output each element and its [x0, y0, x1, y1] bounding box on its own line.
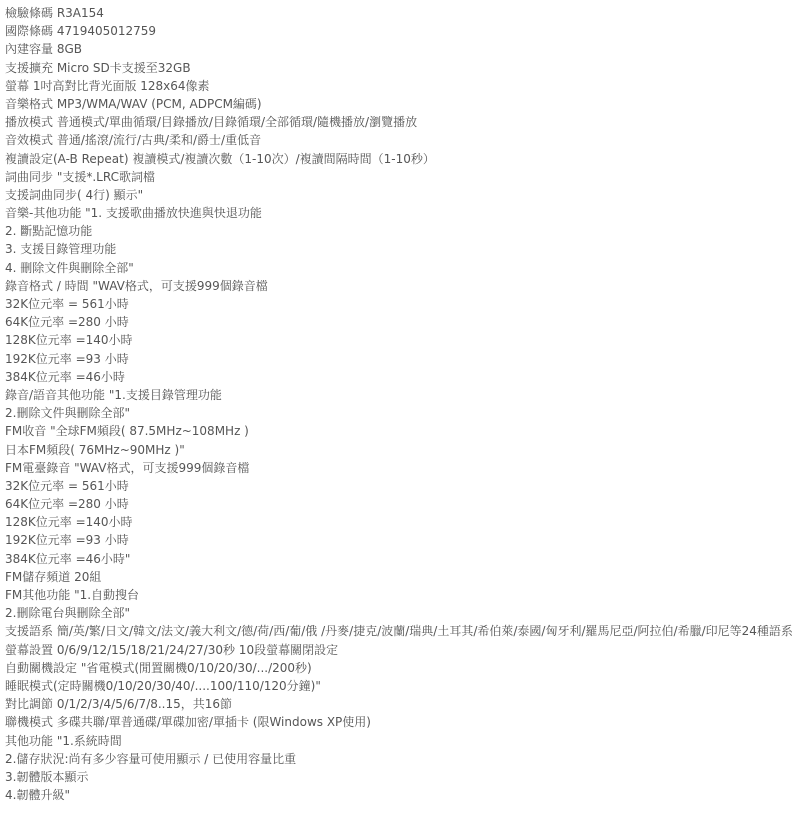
spec-line: 錄音/語音其他功能 "1.支援目錄管理功能	[5, 387, 222, 402]
spec-line: 錄音格式 / 時間 "WAV格式，可支援999個錄音檔	[5, 278, 268, 293]
spec-line: 自動關機設定 "省電模式(閒置關機0/10/20/30/.../200秒)	[5, 660, 312, 675]
spec-line: 192K位元率 =93 小時	[5, 351, 129, 366]
spec-line: 64K位元率 =280 小時	[5, 497, 129, 512]
spec-line: 3.韌體版本顯示	[5, 769, 89, 784]
spec-line: 64K位元率 =280 小時	[5, 315, 129, 330]
spec-line: 檢驗條碼 R3A154	[5, 6, 104, 20]
spec-line: 複讀設定(A-B Repeat) 複讀模式/複讀次數（1-10次）/複讀間隔時間（1-10秒）	[5, 151, 435, 166]
spec-line: 2.刪除文件與刪除全部"	[5, 406, 130, 421]
spec-line: 音樂-其他功能 "1. 支援歌曲播放快進與快退功能	[5, 206, 262, 221]
spec-line: 2. 斷點記憶功能	[5, 224, 93, 239]
spec-line: 32K位元率 = 561小時	[5, 297, 129, 311]
spec-line: 2.刪除電台與刪除全部"	[5, 606, 130, 621]
spec-line: 播放模式 普通模式/單曲循環/目錄播放/目錄循環/全部循環/隨機播放/瀏覽播放	[5, 115, 418, 130]
spec-line: 螢幕 1吋高對比背光面版 128x64像素	[5, 78, 210, 93]
spec-line: FM其他功能 "1.自動搜台	[5, 588, 140, 602]
spec-line: FM電臺錄音 "WAV格式，可支援999個錄音檔	[5, 460, 250, 475]
spec-line: 其他功能 "1.系統時間	[5, 733, 122, 748]
spec-line: 聯機模式 多碟共聯/單普通碟/單碟加密/單插卡 (限Windows XP使用)	[5, 715, 371, 730]
spec-line: 2.儲存狀況:尚有多少容量可使用顯示 / 已使用容量比重	[5, 751, 297, 766]
spec-line: 4. 刪除文件與刪除全部"	[5, 260, 134, 275]
spec-line: 32K位元率 = 561小時	[5, 478, 129, 493]
spec-line: 睡眠模式(定時關機0/10/20/30/40/....100/110/120分鐘)"	[5, 678, 321, 693]
spec-line: 音樂格式 MP3/WMA/WAV (PCM, ADPCM編碼)	[5, 96, 262, 111]
spec-line: 詞曲同步 "支援*.LRC歌詞檔	[5, 169, 155, 184]
spec-line: 384K位元率 =46小時	[5, 369, 125, 384]
spec-line: 支援詞曲同步( 4行) 顯示"	[5, 187, 144, 202]
spec-line: 音效模式 普通/搖滾/流行/古典/柔和/爵士/重低音	[5, 133, 262, 148]
spec-line: 日本FM頻段( 76MHz~90MHz )"	[5, 442, 185, 457]
spec-line: 支援擴充 Micro SD卡支援至32GB	[5, 60, 191, 75]
spec-line: 對比調節 0/1/2/3/4/5/6/7/8..15，共16節	[5, 697, 233, 712]
spec-line: 3. 支援目錄管理功能	[5, 242, 117, 257]
spec-line: 支援語系 簡/英/繁/日文/韓文/法文/義大利文/德/荷/西/葡/俄 /丹麥/捷克/波蘭/瑞典/土耳其/希伯萊/泰國/匈牙利/羅馬尼亞/阿拉伯/希臘/印尼等24種語系	[5, 624, 793, 639]
spec-line: FM收音 "全球FM頻段( 87.5MHz~108MHz )	[5, 424, 249, 439]
spec-line: 128K位元率 =140小時	[5, 515, 133, 530]
spec-line: FM儲存頻道 20組	[5, 569, 102, 584]
spec-line: 384K位元率 =46小時"	[5, 551, 131, 566]
spec-line: 國際條碼 4719405012759	[5, 24, 157, 39]
spec-line: 螢幕設置 0/6/9/12/15/18/21/24/27/30秒 10段螢幕關閉設定	[5, 642, 339, 657]
spec-line: 192K位元率 =93 小時	[5, 533, 129, 548]
spec-line: 4.韌體升級"	[5, 788, 70, 803]
spec-line: 內建容量 8GB	[5, 42, 82, 57]
spec-line: 128K位元率 =140小時	[5, 333, 133, 348]
